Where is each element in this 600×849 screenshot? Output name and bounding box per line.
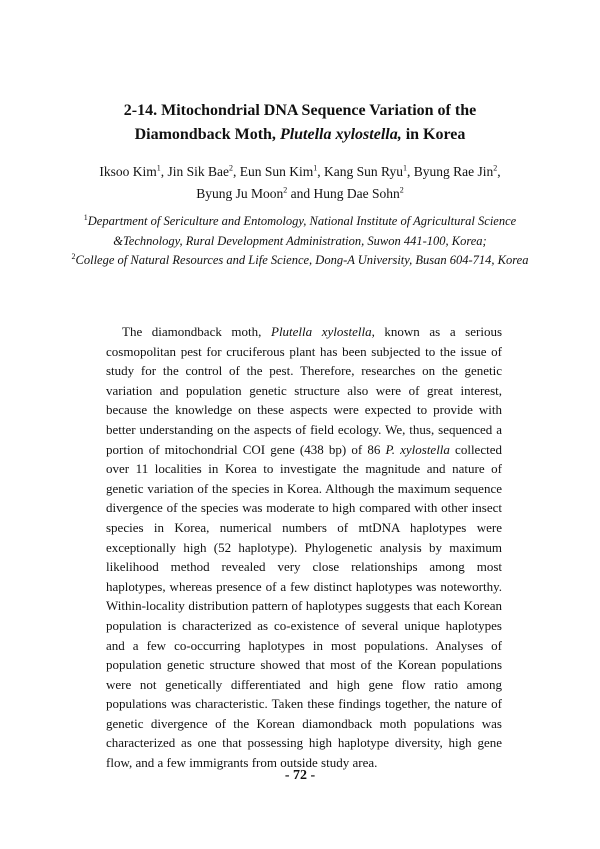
author: Byung Rae Jin$^2$, xyxy=(413,163,501,179)
abstract-paragraph: The diamondback moth, Plutella xylostella, known as a serious cosmopolitan pest for cruciferous plant has been subjected to the issue of study for the control of the pest. Therefore, researches on the genetic variation and population genetic structure also were of great interest, because the knowledge on these aspects were expected to provide with better understanding on the aspects of field ecology. We, thus, sequenced a portion of mitochondrial COI gene (438 bp) of 86 P. xylostella collected over 11 localities in Korea to investigate the magnitude and nature of genetic variation of the species in Korea. Although the maximum sequence divergence of the species was moderate to high compared with other insect species in Korea, numerical numbers of mtDNA haplotypes were exceptionally high (52 haplotype). Phylogenetic analysis by maximum likelihood method revealed very close relationships among most haplotypes, whereas presence of a few distinct haplotypes was noteworthy. Within-locality distribution pattern of haplotypes suggests that each Korean population is characterized as co-existence of several unique haplotypes and a few co-occurring haplotypes in most populations. Analyses of population genetic structure showed that most of the Korean populations were not genetically differentiated and high gene flow ratio among populations was characteristic. Taken these findings together, the nature of genetic divergence of the Korean diamondback moth populations was characterized as one that possessing high haplotype diversity, high gene flow, and a few immigrants from outside study area. xyxy=(106,324,503,771)
author: Eun Sun Kim$^1$, xyxy=(239,163,325,179)
title-line-1: 2-14. Mitochondrial DNA Sequence Variation of the xyxy=(123,102,477,119)
page-number: - 72 - xyxy=(284,768,316,783)
title-species-name: Plutella xylostella, xyxy=(279,126,402,143)
author-list xyxy=(60,161,540,205)
affiliation: $^2$College of Natural Resources and Life Science, Dong-A University, Busan 604-714, Korea xyxy=(71,251,529,267)
author: Jin Sik Bae$^2$, xyxy=(167,163,240,179)
affiliation: $^1$Department of Sericulture and Entomology, National Institute of Agricultural Science &Technology, Rural Development Administration, Suwon 441-100, Korea; xyxy=(83,212,517,248)
author: Kang Sun Ryu$^1$, xyxy=(324,163,414,179)
author: Hung Dae Sohn$^2$ xyxy=(313,185,404,201)
title-line-2-prefix: Diamondback Moth, xyxy=(134,126,280,143)
species-name: Plutella xylostella, xyxy=(271,324,375,339)
author: Byung Ju Moon$^2$ and xyxy=(196,185,314,201)
author: Iksoo Kim$^1$, xyxy=(99,163,168,179)
affiliations xyxy=(70,212,530,271)
paper-title xyxy=(60,99,540,147)
title-line-2-suffix: in Korea xyxy=(401,126,466,143)
species-name: P. xylostella xyxy=(385,441,450,457)
